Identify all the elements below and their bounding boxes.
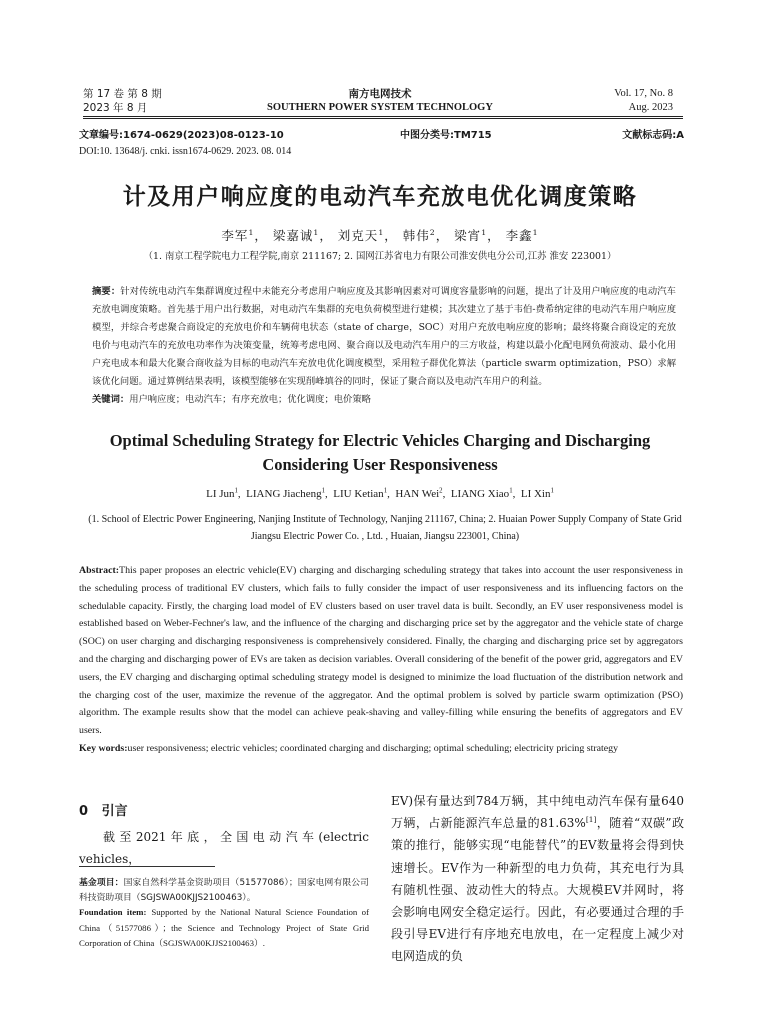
abstract-text-en: This paper proposes an electric vehicle(EV) charging and discharging scheduling strategy that takes into account the user responsiveness in the scheduling process of traditional EV clusters, which fails to fully consider the impact of user responsiveness and its influencing factors on the schedulable capacity. Firstly, the charging load model of EV clusters based on user travel data is built. Secondly, an EV user responsiveness model is established based on Weber-Fechner's law, and the influence of the charging and discharging price set by the aggregator and the vehicle state of charge (SOC) on user charging and discharging responsiveness is comprehensively considered. Finally, the charging and discharging price set by aggregators and the charging and discharging power of EVs are taken as decision variables. Overall considering of the benefit of the power grid, aggregators and EV users, the EV charging and discharging optimal scheduling strategy model is designed to minimize the load fluctuation of the distribution network and the charging cost of the user, maximize the revenue of the aggregator. And the optimal problem is solved by particle swarm optimization (PSO) algorithm. The example results show that the model can achieve peak-shaving and valley-filling while ensuring the benefits of aggregators and EV users. <box>79 565 683 737</box>
author-cn: 梁宵$^1$ <box>454 227 488 243</box>
volume-issue-en: Vol. 17, No. 8 <box>614 88 673 99</box>
author-en: LIANG Xiao$^1$ <box>450 487 513 500</box>
clc-number: 中图分类号:TM715 <box>400 130 492 141</box>
paper-title-en <box>60 429 700 477</box>
citation: [1] <box>585 815 597 825</box>
section-heading <box>79 800 128 819</box>
footnote-text-cn: 国家自然科学基金资助项目（51577086）；国家电网有限公司科技资助项目（SGJSWA00KJJS2100463）。 <box>79 878 369 903</box>
body-paragraph-left: 截至2021年底，全国电动汽车(electric vehicles， <box>79 830 369 866</box>
paper-title-en-line1: Optimal Scheduling Strategy for Electric Vehicles Charging and Discharging <box>109 431 651 450</box>
author-list-cn: 李军$^1$， 梁嘉诚$^1$， 刘克天$^1$， 韩伟$^2$， 梁宵$^1$， 李鑫$^1$ <box>221 227 539 243</box>
author-en: LIU Ketian$^1$ <box>333 487 388 500</box>
author-en: LI Xin$^1$ <box>520 487 554 500</box>
body-paragraph-right: EV)保有量达到784万辆，其中纯电动汽车保有量640万辆，占新能源汽车总量的81.63%[1]，随着“双碳”政策的推行，能够实现“电能替代”的EV数量将会得到快速增长。EV作为一种新型的电力负荷，其充电行为具有随机性强、波动性大的特点。大规模EV并网时，将会影响电网安全稳定运行。因此，有必要通过合理的手段引导EV进行有序地充电放电，在一定程度上减少对电网造成的负 <box>391 794 684 964</box>
date-en: Aug. 2023 <box>628 102 673 113</box>
keywords-label-en: Key words: <box>79 742 128 754</box>
paper-title-cn: 计及用户响应度的电动汽车充放电优化调度策略 <box>122 184 638 210</box>
abstract-cn <box>92 283 676 409</box>
footnote-label-cn: 基金项目： <box>79 878 124 888</box>
section-number: 0 <box>79 804 89 819</box>
footnote-rule <box>79 866 215 867</box>
volume-issue-cn: 第 17 卷 第 8 期 <box>83 88 162 100</box>
author-cn: 梁嘉诚$^1$ <box>272 227 320 243</box>
footnote-text-en: Supported by the National Natural Science Foundation of China（51577086）；the Science and Technology Project of State Grid Corporation of China（SGJSWA00KJJS2100463）. <box>79 907 370 949</box>
keywords-text-cn: 用户响应度；电动汽车；有序充放电；优化调度；电价策略 <box>129 394 371 405</box>
author-cn: 刘克天$^1$ <box>337 227 385 243</box>
author-cn: 李鑫$^1$ <box>505 227 539 243</box>
paper-title-en-line2: Considering User Responsiveness <box>262 455 498 474</box>
abstract-label-en: Abstract: <box>79 565 120 576</box>
header-rule-secondary <box>83 118 683 119</box>
date-cn: 2023 年 8 月 <box>83 102 148 114</box>
keywords-label-cn: 关键词： <box>92 394 130 405</box>
author-cn: 李军$^1$ <box>221 227 255 243</box>
author-en: HAN Wei$^2$ <box>395 487 443 500</box>
keywords-text-en: user responsiveness; electric vehicles; coordinated charging and discharging; optimal scheduling; electricity pricing strategy <box>127 742 619 754</box>
author-cn: 韩伟$^2$ <box>402 227 436 243</box>
doi: DOI:10. 13648/j. cnki. issn1674-0629. 2023. 08. 014 <box>79 146 292 157</box>
footnote <box>79 876 369 952</box>
section-title: 引言 <box>101 804 128 819</box>
footnote-label-en: Foundation item: <box>79 907 147 918</box>
article-number: 文章编号:1674-0629(2023)08-0123-10 <box>79 130 284 141</box>
abstract-label-cn: 摘要： <box>92 286 121 297</box>
journal-name-en: SOUTHERN POWER SYSTEM TECHNOLOGY <box>267 102 493 113</box>
header-rule <box>83 116 683 117</box>
abstract-en <box>79 562 683 758</box>
author-en: LI Jun$^1$ <box>206 487 238 500</box>
abstract-text-cn: 针对传统电动汽车集群调度过程中未能充分考虑用户响应度及其影响因素对可调度容量影响的问题，提出了计及用户响应度的电动汽车充放电调度策略。首先基于用户出行数据，对电动汽车集群的充电负荷模型进行建模；其次建立了基于韦伯-费希纳定律的电动汽车用户响应度模型，并综合考虑聚合商设定的充放电价和车辆荷电状态（state of charge，SOC）对用户充放电响应度的影响；最终将聚合商设定的充放电价与电动汽车的充放电功率作为决策变量，统筹考虑电网、聚合商以及电动汽车用户的三方收益，构建以最小化配电网负荷波动、最小化用户充电成本和最大化聚合商收益为目标的电动汽车充放电优化调度模型，采用粒子群优化算法（particle swarm optimization，PSO）求解该优化问题。通过算例结果表明，该模型能够在实现削峰填谷的同时，保证了聚合商以及电动汽车用户的利益。 <box>92 286 676 387</box>
document-code: 文献标志码:A <box>622 130 684 141</box>
affiliation-cn: （1. 南京工程学院电力工程学院,南京 211167; 2. 国网江苏省电力有限公司淮安供电分公司,江苏 淮安 223001） <box>143 251 617 262</box>
author-list-en: LI Jun$^1$, LIANG Jiacheng$^1$, LIU Ketian$^1$, HAN Wei$^2$, LIANG Xiao$^1$, LI Xin$^1$ <box>206 487 554 500</box>
journal-name-cn: 南方电网技术 <box>348 88 412 100</box>
affiliation-en: (1. School of Electric Power Engineering, Nanjing Institute of Technology, Nanjing 211167, China; 2. Huaian Power Supply Company of State Grid Jiangsu Electric Power Co. , Ltd. , Huaian, Jiangsu 223001, China) <box>88 514 682 542</box>
author-en: LIANG Jiacheng$^1$ <box>246 487 326 500</box>
